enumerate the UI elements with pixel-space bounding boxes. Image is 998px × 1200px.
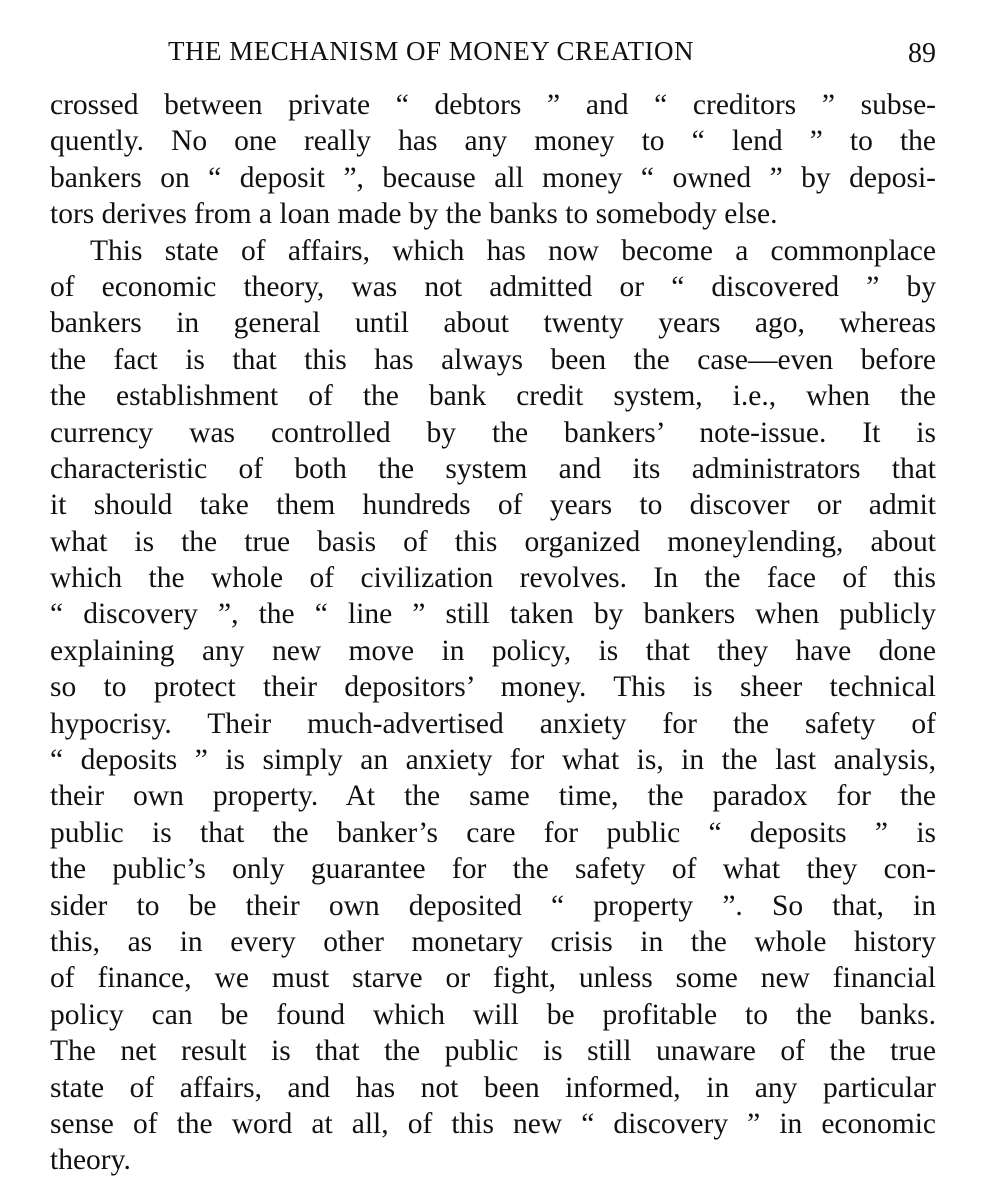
text-line: policy can be found which will be profitable to the banks.	[50, 998, 936, 1031]
text-line: currency was controlled by the bankers’ note-issue. It is	[50, 416, 936, 449]
text-line: the establishment of the bank credit system, i.e., when the	[50, 380, 936, 413]
chapter-title: THE MECHANISM OF MONEY CREATION	[168, 36, 695, 66]
text-line: sider to be their own deposited “ property ”. So that, in	[50, 889, 936, 922]
text-line: of finance, we must starve or fight, unless some new financial	[50, 962, 936, 995]
text-line: “ deposits ” is simply an anxiety for what is, in the last analysis,	[50, 744, 936, 777]
text-line: hypocrisy. Their much-advertised anxiety for the safety of	[50, 707, 936, 740]
text-line: of economic theory, was not admitted or “ discovered ” by	[50, 270, 936, 303]
text-line: the public’s only guarantee for the safety of what they con-	[50, 853, 936, 886]
text-line: explaining any new move in policy, is that they have done	[50, 634, 936, 667]
text-line: bankers in general until about twenty years ago, whereas	[50, 307, 936, 340]
body-text	[50, 87, 936, 1179]
text-line: it should take them hundreds of years to discover or admit	[50, 489, 936, 522]
text-line: The net result is that the public is still unaware of the true	[50, 1035, 936, 1068]
text-line: this, as in every other monetary crisis in the whole history	[50, 925, 936, 958]
text-line: characteristic of both the system and its administrators that	[50, 452, 936, 485]
text-line: the fact is that this has always been the case—even before	[50, 343, 936, 376]
text-line: crossed between private “ debtors ” and “ creditors ” subse-	[50, 89, 936, 121]
text-line: what is the true basis of this organized moneylending, about	[50, 525, 936, 558]
text-line: sense of the word at all, of this new “ discovery ” in economic	[50, 1107, 936, 1140]
text-line: bankers on “ deposit ”, because all money “ owned ” by deposi-	[50, 161, 936, 194]
text-line: theory.	[50, 1144, 131, 1177]
text-line: which the whole of civilization revolves. In the face of this	[50, 562, 936, 595]
text-line: state of affairs, and has not been informed, in any particular	[50, 1071, 936, 1104]
text-line: their own property. At the same time, the paradox for the	[50, 780, 936, 813]
text-line: This state of affairs, which has now become a commonplace	[90, 234, 936, 267]
text-line: quently. No one really has any money to “ lend ” to the	[50, 125, 936, 158]
text-line: so to protect their depositors’ money. This is sheer technical	[50, 671, 936, 704]
page-number: 89	[908, 38, 936, 69]
running-head	[168, 36, 936, 76]
text-line: tors derives from a loan made by the banks to somebody else.	[50, 198, 778, 231]
text-line: public is that the banker’s care for public “ deposits ” is	[50, 816, 936, 849]
text-line: “ discovery ”, the “ line ” still taken by bankers when publicly	[50, 598, 936, 631]
